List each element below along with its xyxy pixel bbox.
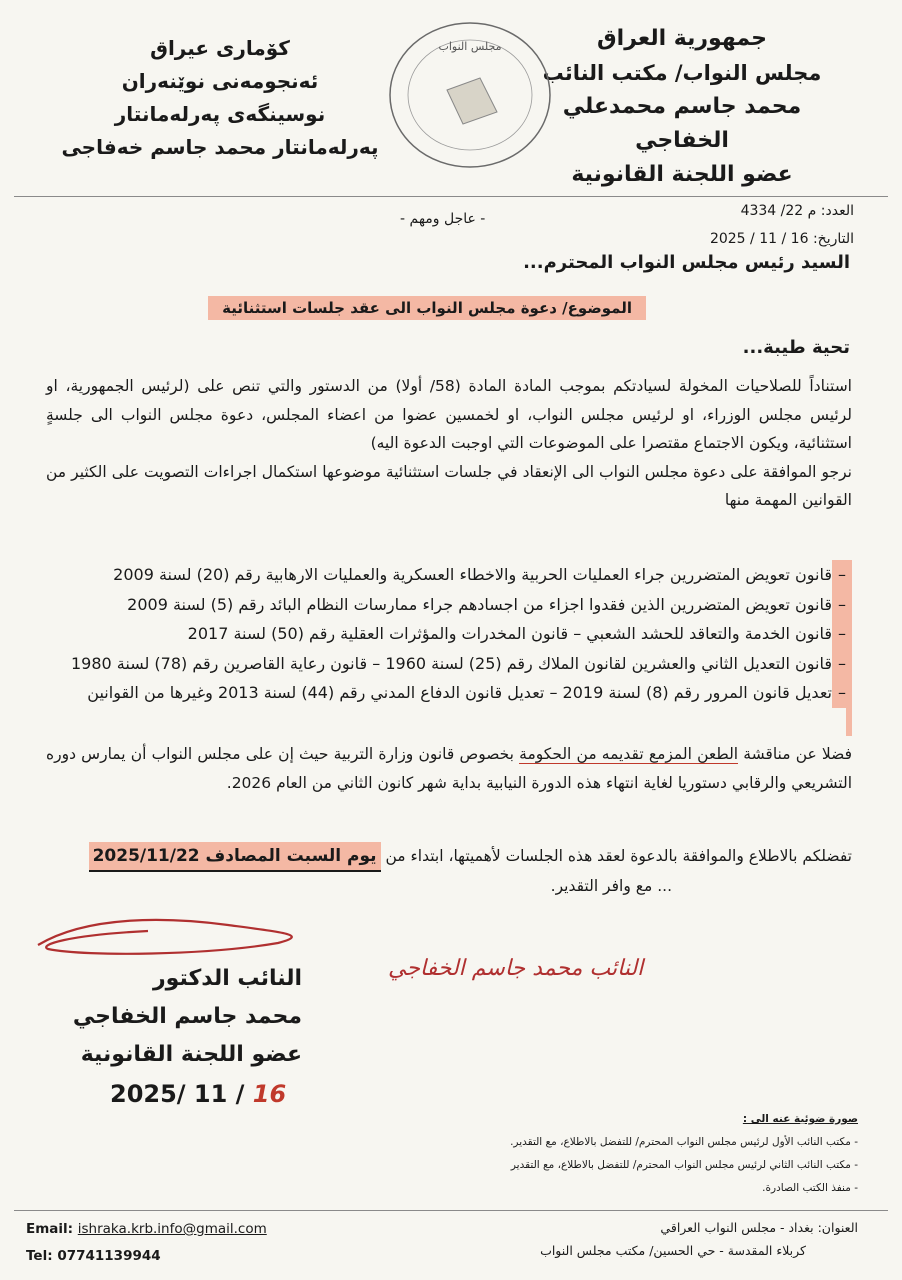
law-text: قانون تعويض المتضررين الذين فقدوا اجزاء من اجسادهم جراء ممارسات النظام البائد رقم (5) لسنة 2009 [127, 594, 832, 614]
session-date-highlight: يوم السبت المصادف 2025/11/22 [89, 842, 381, 872]
email-line [26, 1216, 267, 1243]
signature-line: النائب الدكتور [153, 966, 302, 991]
seal-text: مجلس النواب [438, 40, 502, 53]
letterhead-line: ئەنجومەنی نوێنەران [121, 69, 319, 93]
footer-address [540, 1216, 858, 1262]
closing-regards: ... مع وافر التقدير. [550, 877, 672, 895]
urgency-note: - عاجل ومهم - [400, 211, 486, 227]
cc-item-text: منفذ الكتب الصادرة. [762, 1182, 851, 1194]
subject-text: الموضوع/ دعوة مجلس النواب الى عقد جلسات استثنائية [208, 296, 646, 320]
law-text: قانون الخدمة والتعاقد للحشد الشعبي – قانون المخدرات والمؤثرات العقلية رقم (50) لسنة 2017 [187, 624, 832, 643]
cc-item: - منفذ الكتب الصادرة. [762, 1182, 858, 1194]
letterhead-line: جمهورية العراق [597, 26, 767, 51]
greeting: تحية طيبة... [742, 337, 850, 358]
handwritten-day: 16 [252, 1080, 287, 1108]
law-item: – قانون التعديل الثاني والعشرين لقانون الملاك رقم (25) لسنة 1960 – قانون رعاية القاصرين رقم (78) لسنة 1980 [40, 649, 852, 679]
parliament-seal [385, 20, 555, 170]
footer-divider [14, 1210, 888, 1211]
closing [40, 842, 852, 900]
number-label: العدد: م 22/ [780, 203, 854, 219]
letterhead-line: مجلس النواب/ مكتب النائب [542, 61, 822, 85]
printed-date: 2025/ 11 / [110, 1080, 245, 1108]
letterhead-line: پەرلەمانتار محمد جاسم خەفاجی [61, 135, 379, 159]
cc-title: صورة ضوئية عنه الى : [742, 1113, 858, 1125]
carbon-copy-list [298, 1108, 858, 1200]
address-text: بغداد - مجلس النواب العراقي [660, 1220, 814, 1235]
letterhead-arabic [532, 22, 832, 192]
cc-item-text: مكتب النائب الأول لرئيس مجلس النواب المحترم/ للتفضل بالاطلاع، مع التقدير. [510, 1136, 851, 1148]
date-value: 16 / 11 / 2025 [709, 231, 809, 247]
paragraph-part: فضلا عن مناقشة [738, 745, 852, 763]
closing-text: تفضلكم بالاطلاع والموافقة بالدعوة لعقد هذه الجلسات لأهميتها، ابتداء من [380, 847, 852, 865]
letter-number [494, 197, 854, 225]
letterhead-kurdish [60, 32, 380, 164]
letterhead-line: نوسینگەی پەرلەمانتار [114, 102, 326, 126]
email-link[interactable]: ishraka.krb.info@gmail.com [77, 1221, 267, 1237]
law-item: – قانون الخدمة والتعاقد للحشد الشعبي – قانون المخدرات والمؤثرات العقلية رقم (50) لسنة 2017 [40, 619, 852, 649]
signature-block [62, 960, 302, 1074]
paragraph-part: بخصوص قانون وزارة التربية حيث إن على مجلس النواب أن يمارس دوره التشريعي والرقابي دستوريا لغاية انتهاء هذه الدورة النيابية بداية شهر كانون الثاني من العام 2026. [46, 745, 852, 792]
date-label: التاريخ: [812, 231, 854, 247]
letterhead-line: محمد جاسم محمدعلي الخفاجي [562, 94, 802, 153]
law-item: – تعديل قانون المرور رقم (8) لسنة 2019 – تعديل قانون الدفاع المدني رقم (44) لسنة 2013 وغيرها من القوانين [40, 678, 852, 708]
body-paragraph: نرجو الموافقة على دعوة مجلس النواب الى الإنعقاد في جلسات استثنائية موضوعها استكمال اجراءات التصويت على الكثير من القوانين المهمة منها [46, 462, 852, 510]
letter-body [46, 372, 852, 515]
address-label: العنوان: [817, 1220, 858, 1235]
signature-date [110, 1080, 286, 1108]
address-text: كربلاء المقدسة - حي الحسين/ مكتب مجلس النواب [540, 1243, 806, 1258]
law-item: – قانون تعويض المتضررين الذين فقدوا اجزاء من اجسادهم جراء ممارسات النظام البائد رقم (5) لسنة 2009 [40, 590, 852, 620]
phone-line [26, 1243, 267, 1270]
letterhead-line: عضو اللجنة القانونية [571, 162, 793, 187]
letter-date [494, 225, 854, 253]
law-text: قانون التعديل الثاني والعشرين لقانون الملاك رقم (25) لسنة 1960 – قانون رعاية القاصرين رقم (78) لسنة 1980 [70, 653, 832, 673]
law-item: – قانون تعويض المتضررين جراء العمليات الحربية والاخطاء العسكرية والعمليات الارهابية رقم (20) لسنة 2009 [40, 560, 852, 590]
letterhead-line: کۆماری عیراق [150, 36, 290, 60]
tel-label: Tel: [26, 1248, 53, 1264]
cc-item-text: مكتب النائب الثاني لرئيس مجلس النواب المحترم/ للتفضل بالاطلاع، مع التقدير [510, 1159, 851, 1171]
letter-meta [494, 197, 854, 253]
law-text: تعديل قانون المرور رقم (8) لسنة 2019 – تعديل قانون الدفاع المدني رقم (44) لسنة 2013 وغيرها من القوانين [87, 683, 832, 702]
cc-item: - مكتب النائب الثاني لرئيس مجلس النواب المحترم/ للتفضل بالاطلاع، مع التقدير [510, 1159, 858, 1171]
signature-line: محمد جاسم الخفاجي [72, 1004, 302, 1029]
laws-list [40, 560, 852, 708]
additional-paragraph [46, 740, 852, 797]
address-line [540, 1216, 858, 1239]
address-line [540, 1239, 858, 1262]
email-label: Email: [26, 1221, 74, 1237]
signature-line: عضو اللجنة القانونية [80, 1042, 302, 1067]
addressee: السيد رئيس مجلس النواب المحترم... [523, 252, 850, 273]
number-value: 4334 [740, 203, 777, 219]
footer-contact [26, 1216, 267, 1270]
signature-text: النائب محمد جاسم الخفاجي [388, 956, 644, 981]
subject-line [208, 296, 646, 320]
law-text: قانون تعويض المتضررين جراء العمليات الحربية والاخطاء العسكرية والعمليات الارهابية رقم (20) لسنة 2009 [113, 565, 832, 584]
body-paragraph: استناداً للصلاحيات المخولة لسيادتكم بموجب المادة المادة (58/ أولا) من الدستور والتي تنص على (لرئيس الجمهورية، او لرئيس مجلس الوزراء، او لرئيس مجلس النواب، او لخمسين عضوا من اعضاء المجلس، دعوة مجلس النواب الى جلسةٍ استثنائية، ويكون الاجتماع مقتصرا على الموضوعات التي اوجبت الدعوة اليه) [46, 377, 852, 453]
closing-line [40, 842, 852, 872]
tel-number: 07741139944 [57, 1248, 161, 1264]
underlined-phrase: الطعن المزمع تقديمه من الحكومة [519, 745, 739, 763]
cc-item: - مكتب النائب الأول لرئيس مجلس النواب المحترم/ للتفضل بالاطلاع، مع التقدير. [510, 1136, 858, 1148]
